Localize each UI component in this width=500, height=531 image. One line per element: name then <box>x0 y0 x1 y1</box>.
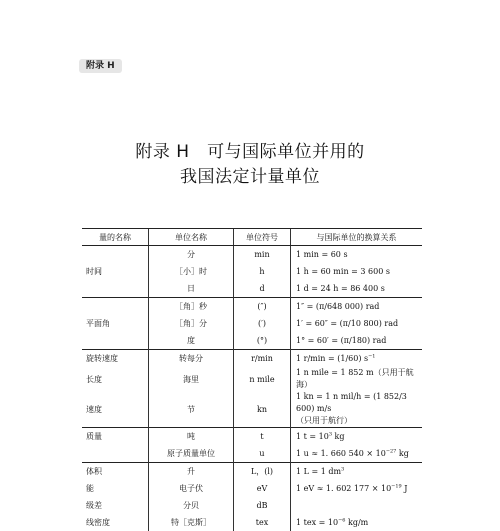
header-unit-symbol: 单位符号 <box>234 229 291 246</box>
table-row <box>82 445 422 463</box>
unit-name-cell: ［角］秒 <box>149 298 234 316</box>
unit-symbol-cell: L，(l) <box>234 463 291 481</box>
quantity-cell <box>82 298 149 316</box>
relation-text: 1 min = 60 s <box>296 249 348 259</box>
quantity-cell: 级差 <box>86 501 102 510</box>
header-quantity: 量的名称 <box>82 229 149 246</box>
relation-exponent: −19 <box>391 482 402 489</box>
unit-symbol-cell: r/min <box>234 350 291 368</box>
relation-text: 1° = 60′ = (π/180) rad <box>296 335 387 345</box>
table-row <box>82 332 422 350</box>
relation-cell <box>291 315 423 332</box>
unit-name-cell: 度 <box>149 332 234 350</box>
unit-symbol-cell: (°) <box>234 332 291 350</box>
table-row <box>82 298 422 316</box>
quantity-cell: 速度 <box>86 404 102 414</box>
relation-cell <box>291 497 423 514</box>
header-unit-name: 单位名称 <box>149 229 234 246</box>
quantity-cell: 体积 <box>82 463 149 481</box>
relation-text: 1 tex = 10 <box>296 517 339 527</box>
unit-name-cell: 日 <box>149 280 234 298</box>
unit-symbol-cell: t <box>234 428 291 446</box>
relation-cell <box>291 463 423 481</box>
relation-exponent: 3 <box>341 465 345 472</box>
table-row <box>82 367 422 391</box>
relation-text: 1 eV ≈ 1. 602 177 × 10 <box>296 483 392 493</box>
unit-name-cell: 吨 <box>149 428 234 446</box>
unit-symbol-cell: dB <box>234 497 291 514</box>
unit-symbol-cell: n mile <box>234 367 291 391</box>
relation-cell <box>291 445 423 463</box>
relation-cell <box>291 246 423 264</box>
table-row <box>82 497 422 514</box>
relation-text: 1 L = 1 dm <box>296 466 342 476</box>
relation-note: （只用于航行） <box>296 416 352 425</box>
unit-symbol-cell: u <box>234 445 291 463</box>
table-header-row <box>82 229 422 246</box>
table-row <box>82 246 422 264</box>
unit-symbol-cell: h <box>234 263 291 280</box>
table-row <box>82 350 422 368</box>
relation-unit: kg/m <box>345 517 369 527</box>
unit-name-cell: 分贝 <box>149 497 234 514</box>
quantity-cell <box>82 332 149 350</box>
relation-exponent: −6 <box>338 516 346 523</box>
relation-text: 1 r/min = (1/60) s <box>296 353 369 363</box>
relation-unit: kg <box>396 448 409 458</box>
relation-cell <box>291 280 423 298</box>
relation-text: 1 t = 10 <box>296 431 329 441</box>
header-relation: 与国际单位的换算关系 <box>291 229 423 246</box>
units-table <box>82 228 422 531</box>
unit-symbol-cell: (′) <box>234 315 291 332</box>
unit-name-cell: 原子质量单位 <box>149 445 234 463</box>
relation-text: 1 u ≈ 1. 660 540 × 10 <box>296 448 386 458</box>
unit-name-cell: ［角］分 <box>149 315 234 332</box>
table-row <box>82 315 422 332</box>
relation-unit: J <box>401 483 408 493</box>
quantity-cell: 平面角 <box>86 319 110 328</box>
unit-name-cell: 转每分 <box>149 350 234 368</box>
relation-cell <box>291 367 423 391</box>
unit-symbol-cell: (″) <box>234 298 291 316</box>
relation-text: 1′ = 60″ = (π/10 800) rad <box>296 318 399 328</box>
unit-name-cell: 电子伏 <box>149 480 234 497</box>
quantity-cell: 旋转速度 <box>82 350 149 368</box>
unit-name-cell: 节 <box>149 391 234 428</box>
relation-cell <box>291 263 423 280</box>
relation-cell <box>291 332 423 350</box>
relation-exponent: −1 <box>368 352 376 359</box>
table-row <box>82 263 422 280</box>
relation-text: 1″ = (π/648 000) rad <box>296 301 380 311</box>
quantity-cell <box>82 280 149 298</box>
quantity-cell: 能 <box>86 484 94 493</box>
quantity-cell <box>82 246 149 264</box>
unit-name-cell: 特［克斯］ <box>149 514 234 531</box>
table-row <box>82 280 422 298</box>
table-row <box>82 463 422 481</box>
quantity-cell: 质量 <box>82 428 149 446</box>
relation-text: 1 kn = 1 n mil/h = (1 852/3 600) m/s <box>296 392 407 413</box>
unit-name-cell: ［小］时 <box>149 263 234 280</box>
unit-symbol-cell: min <box>234 246 291 264</box>
relation-cell <box>291 298 423 316</box>
unit-symbol-cell: tex <box>234 514 291 531</box>
quantity-cell: 线密度 <box>86 518 110 527</box>
relation-exponent: 3 <box>328 430 333 437</box>
relation-text: 1 n mile = 1 852 m（只用于航海） <box>296 368 414 389</box>
table-row <box>82 391 422 428</box>
relation-text: 1 h = 60 min = 3 600 s <box>296 266 390 276</box>
unit-name-cell: 升 <box>149 463 234 481</box>
page-title-line-2: 我国法定计量单位 <box>180 167 320 187</box>
table-row <box>82 514 422 531</box>
unit-name-cell: 分 <box>149 246 234 264</box>
unit-name-cell: 海里 <box>149 367 234 391</box>
table-row <box>82 480 422 497</box>
unit-symbol-cell: eV <box>234 480 291 497</box>
relation-exponent: −27 <box>385 447 397 454</box>
quantity-cell <box>82 445 149 463</box>
appendix-header-tag: 附录 H <box>79 59 122 73</box>
relation-unit: kg <box>332 431 345 441</box>
relation-cell <box>291 428 423 446</box>
relation-cell <box>291 514 423 531</box>
quantity-cell: 长度 <box>86 374 102 384</box>
table-row <box>82 428 422 446</box>
page-title-line-1: 附录 H 可与国际单位并用的 <box>135 142 365 162</box>
quantity-cell: 时间 <box>86 267 102 276</box>
relation-cell <box>291 480 423 497</box>
unit-symbol-cell: kn <box>234 391 291 428</box>
relation-cell <box>291 391 423 428</box>
relation-text: 1 d = 24 h = 86 400 s <box>296 283 385 293</box>
relation-cell <box>291 350 423 368</box>
unit-symbol-cell: d <box>234 280 291 298</box>
